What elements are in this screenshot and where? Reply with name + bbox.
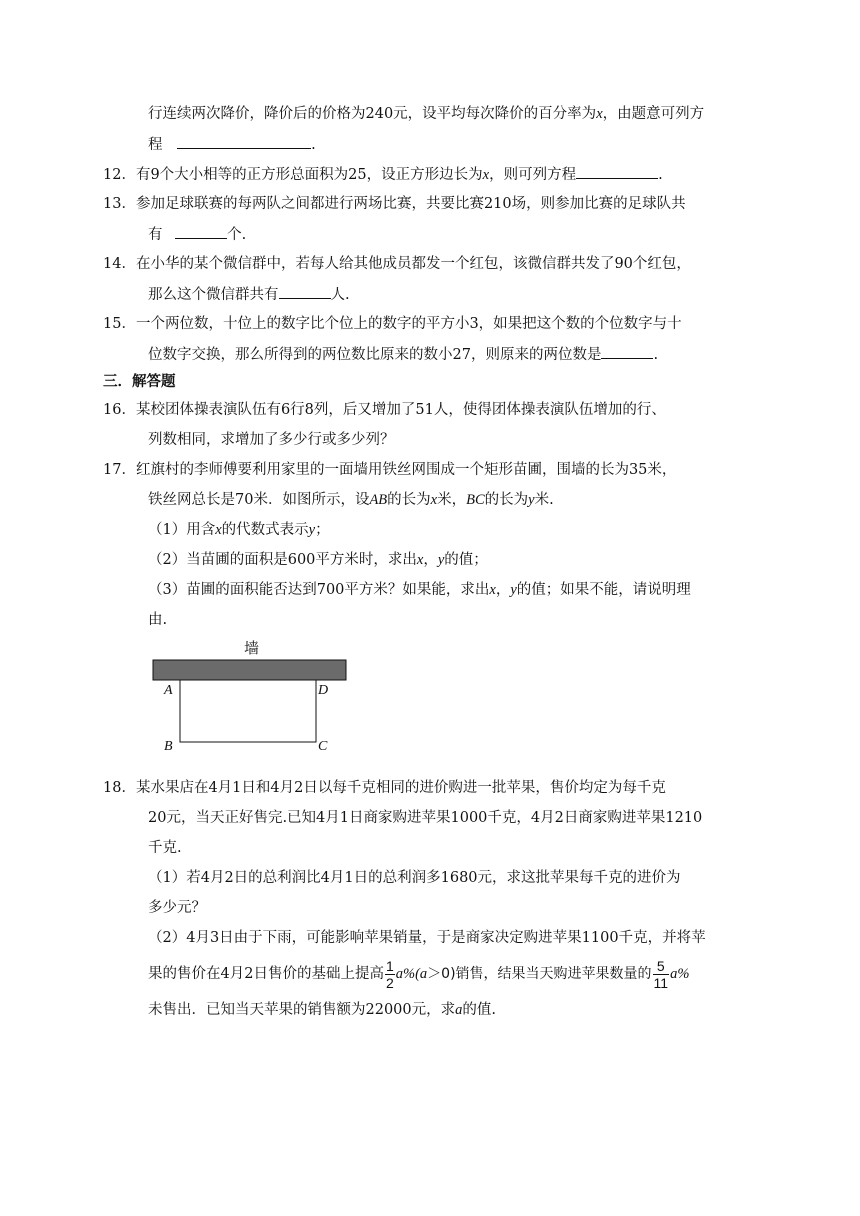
- question-12: 12．有9个大小相等的正方形总面积为25，设正方形边长为x，则可列方程 .: [103, 164, 663, 185]
- question-17-part-1: （1）用含x的代数式表示y；: [148, 522, 330, 538]
- answer-blank[interactable]: [175, 224, 227, 239]
- question-17-part-2: （2）当苗圃的面积是600平方米时，求出x，y的值；: [148, 552, 488, 568]
- question-13-line-2: 有 个.: [148, 224, 246, 245]
- answer-blank[interactable]: [576, 164, 658, 179]
- question-18-line-3: 千克.: [148, 840, 182, 856]
- question-15: 15．一个两位数，十位上的数字比个位上的数字的平方小3，如果把这个数的个位数字与十: [103, 316, 682, 332]
- label-B: B: [164, 739, 173, 754]
- question-18-part-1-line-2: 多少元？: [148, 900, 206, 916]
- question-14-line-2: 那么这个微信群共有 人.: [148, 284, 350, 305]
- question-18-part-1: （1）若4月2日的总利润比4月1日的总利润多1680元，求这批苹果每千克的进价为: [148, 870, 681, 886]
- question-18-part-2-line-3: 未售出．已知当天苹果的销售额为22000元，求a的值.: [148, 1002, 496, 1018]
- question-13: 13．参加足球联赛的每两队之间都进行两场比赛，共要比赛210场，则参加比赛的足球队共: [103, 196, 686, 212]
- answer-blank[interactable]: [279, 284, 331, 299]
- question-17-part-3: （3）苗圃的面积能否达到700平方米？如果能，求出x，y的值；如果不能，请说明理: [148, 582, 691, 598]
- fraction-five-elevenths: $\frac{5}{11}$: [653, 957, 669, 991]
- question-18: 18．某水果店在4月1日和4月2日以每千克相同的进价购进一批苹果，售价均定为每千克: [103, 780, 666, 796]
- garden-rectangle: [180, 680, 316, 742]
- question-15-line-2: 位数字交换，那么所得到的两位数比原来的数小27，则原来的两位数是 .: [148, 344, 658, 365]
- label-A: A: [164, 683, 173, 698]
- question-16-line-2: 列数相同，求增加了多少行或多少列？: [148, 432, 395, 448]
- question-17-part-3-line-2: 由.: [148, 612, 168, 628]
- question-18-part-2: （2）4月3日由于下雨，可能影响苹果销量，于是商家决定购进苹果1100千克，并将苹: [148, 930, 706, 946]
- wall: [153, 660, 346, 680]
- q11-line-2: 程 .: [148, 134, 316, 155]
- question-17-line-2: 铁丝网总长是70米．如图所示，设AB的长为x米，BC的长为y米.: [148, 492, 554, 508]
- q11-line-1: 行连续两次降价，降价后的价格为240元，设平均每次降价的百分率为x，由题意可列方: [148, 106, 705, 122]
- question-14: 14．在小华的某个微信群中，若每人给其他成员都发一个红包，该微信群共发了90个红包，: [103, 256, 691, 272]
- label-D: D: [318, 683, 329, 698]
- garden-figure: [152, 636, 352, 756]
- question-18-line-2: 20元，当天正好售完.已知4月1日商家购进苹果1000千克，4月2日商家购进苹果1210: [148, 810, 703, 826]
- label-C: C: [318, 739, 328, 754]
- question-16: 16．某校团体操表演队伍有6行8列，后又增加了51人，使得团体操表演队伍增加的行、: [103, 402, 666, 418]
- wall-label: 墙: [244, 639, 260, 657]
- answer-blank[interactable]: [601, 344, 653, 359]
- fraction-one-half: $\frac{1}{2}$: [385, 957, 394, 991]
- question-17: 17．红旗村的李师傅要利用家里的一面墙用铁丝网围成一个矩形苗圃，围墙的长为35米，: [103, 462, 677, 478]
- section-heading: 三．解答题: [103, 373, 176, 390]
- answer-blank[interactable]: [177, 134, 311, 149]
- question-18-part-2-line-2: 果的售价在4月2日售价的基础上提高 $\frac{1}{2}$ a%(a＞0)销售，结果当天购进苹果数量的 $\frac{5}{11}$ a%: [148, 957, 690, 991]
